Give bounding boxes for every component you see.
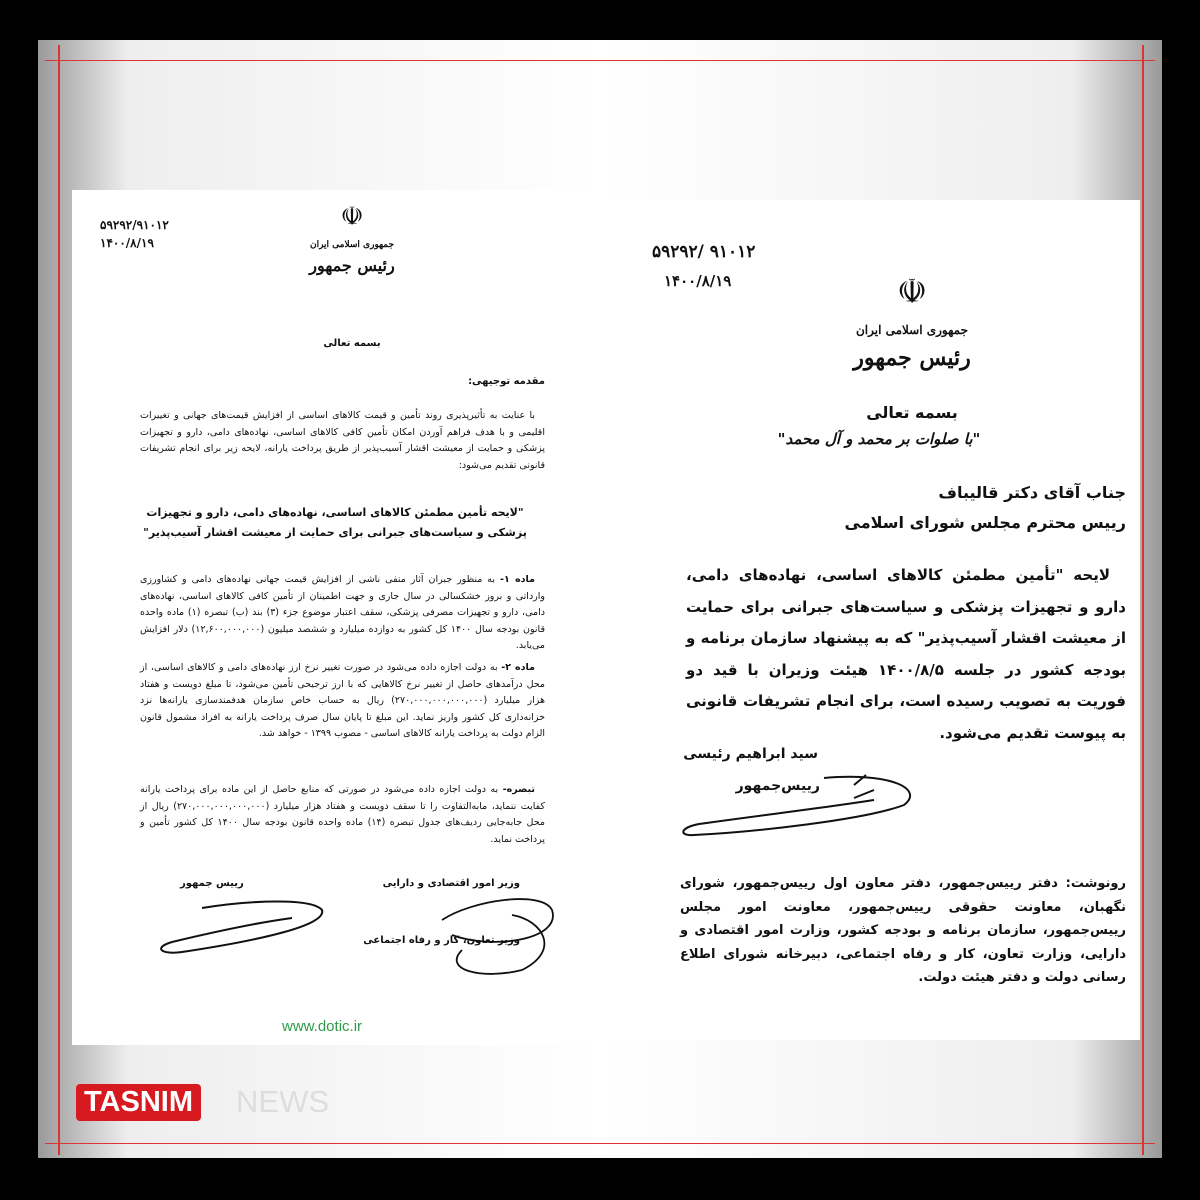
signer-labor-minister: وزیر تعاون، کار و رفاه اجتماعی — [363, 935, 520, 946]
emblem-icon: ☫ — [896, 272, 928, 312]
red-border-line — [58, 45, 60, 1155]
reference-number: ۵۹۲۹۲/۹۱۰۱۲ — [100, 218, 169, 232]
intro-text: با عنایت به تأثیرپذیری روند تأمین و قیمت کالاهای اساسی از افزایش قیمت‌های جهانی و تغییرات اقلیمی و با هدف فراهم آوردن امکان تأمین کافی کالاهای اساسی، نهاده‌های دامی، دارو و تجهیزات پزشکی و حمایت از معیشت اقشار آسیب‌پذیر از طریق پرداخت یارانه، لایحه زیر برای انجام تشریفات قانونی تقدیم می‌شود: — [140, 410, 545, 471]
tasnim-logo: TASNIM — [76, 1084, 201, 1121]
bill-title: "لایحه تأمین مطمئن کالاهای اساسی، نهاده‌های دامی، دارو و تجهیزات پزشکی و سیاست‌های جبرانی برای حمایت از معیشت اقشار آسیب‌پذیر" — [143, 506, 527, 539]
article-note — [140, 782, 545, 848]
article-1 — [140, 572, 545, 655]
article-1-label: ماده ۱- — [500, 574, 536, 585]
intro-heading: مقدمه توجیهی: — [468, 376, 545, 387]
article-2-label: ماده ۲- — [501, 662, 535, 673]
red-border-line — [45, 1143, 1155, 1144]
article-1-text: به منظور جبران آثار منفی ناشی از افزایش قیمت جهانی نهاده‌های دامی و کشاورزی وارداتی و بروز خشکسالی در سال جاری و جهت اطمینان از تأمین کافی کالاهای اساسی، نهاده‌های دامی، دارو و تجهیزات مصرفی پزشکی، سقف اعتبار موضوع جزء (۳) بند (ب) تبصره (۱) ماده واحده قانون بودجه سال ۱۴۰۰ کل کشور به دوازده میلیارد و ششصد میلیون (۱۲,۶۰۰,۰۰۰,۰۰۰) دلار افزایش می‌یابد. — [140, 574, 545, 651]
addressee-title: رییس محترم مجلس شورای اسلامی — [844, 513, 1126, 532]
reference-number: ۵۹۲۹۲/ ۹۱۰۱۲ — [652, 242, 756, 262]
signer-name: سید ابراهیم رئیسی — [683, 746, 818, 762]
reference-date: ۱۴۰۰/۸/۱۹ — [100, 236, 154, 250]
letter-body: لایحه "تأمین مطمئن کالاهای اساسی، نهاده‌های دامی، دارو و تجهیزات پزشکی و سیاست‌های جبرانی برای حمایت از معیشت اقشار آسیب‌پذیر" که به پیشنهاد سازمان برنامه و بودجه کشور در جلسه ۱۴۰۰/۸/۵ هیئت وزیران با قید دو فوریت به تصویب رسیده است، برای انجام تشریفات قانونی به پیوست تقدیم می‌شود. — [686, 566, 1127, 742]
reference-date: ۱۴۰۰/۸/۱۹ — [664, 272, 732, 290]
website-text: www.dotic.ir — [282, 1018, 363, 1035]
bismillah: بسمه تعالی — [866, 403, 958, 422]
emblem-line2: رئیس جمهور — [309, 256, 395, 275]
signature-icon — [142, 880, 622, 990]
article-2 — [140, 660, 545, 743]
cc-label: رونوشت: — [1065, 876, 1126, 891]
emblem-icon: ☫ — [340, 202, 364, 232]
red-border-line — [45, 60, 1155, 61]
website-link[interactable] — [282, 1018, 362, 1035]
emblem-line1: جمهوری اسلامی ایران — [309, 240, 395, 250]
bismillah: بسمه تعالی — [323, 338, 381, 349]
article-2-text: به دولت اجازه داده می‌شود در صورت تغییر نرخ ارز نهاده‌های دامی و کالاهای اساسی، از محل درآمدهای حاصل از تغییر نرخ کالاهایی که با ارز ترجیحی تأمین می‌شود، تا مبلغ دویست و هفتاد هزار میلیارد (۲۷۰,۰۰۰,۰۰۰,۰۰۰,۰۰۰) ریال به حساب خاص سازمان هدفمندسازی یارانه‌ها نزد خزانه‌داری کل کشور واریز نماید. این مبلغ تا پایان سال صرف پرداخت یارانه به افراد مشمول قانون الزام دولت به پرداخت یارانه کالاهای اساسی - مصوب ۱۳۹۹ - خواهد شد. — [140, 662, 545, 739]
signer-title: رییس‌جمهور — [735, 778, 820, 794]
emblem-line2: رئیس جمهور — [853, 345, 971, 371]
note-text: به دولت اجازه داده می‌شود در صورتی که منابع حاصل از این ماده برای پرداخت یارانه کفایت ننماید، مابه‌التفاوت را تا سقف دویست و هفتاد هزار میلیارد (۲۷۰,۰۰۰,۰۰۰,۰۰۰,۰۰۰) ریال از محل جابه‌جایی ردیف‌های جدول تبصره (۱۴) ماده واحده قانون بودجه سال ۱۴۰۰ کل کشور تأمین و پرداخت نماید. — [140, 784, 545, 845]
salawat: "با صلوات بر محمد و آل محمد" — [777, 430, 981, 448]
cover-letter — [604, 200, 1140, 1040]
red-border-line — [1142, 45, 1144, 1155]
note-label: تبصره- — [502, 784, 535, 795]
cc-recipients: دفتر رییس‌جمهور، دفتر معاون اول رییس‌جمهور، شورای نگهبان، معاونت حقوقی رییس‌جمهور، معاونت امور مجلس رییس‌جمهور، سازمان برنامه و بودجه کشور، وزارت امور اقتصادی و دارایی، وزارت تعاون، کار و رفاه اجتماعی، دبیرخانه شورای اطلاع رسانی دولت و دفتر هیئت دولت. — [680, 876, 1126, 985]
signer-econ-minister: وزیر امور اقتصادی و دارایی — [382, 878, 520, 889]
bill-document — [72, 190, 600, 1045]
news-logo-text: NEWS — [236, 1084, 329, 1119]
signature-icon — [674, 760, 924, 850]
signer-president: رییس جمهور — [180, 878, 244, 889]
addressee: جناب آقای دکتر قالیباف — [938, 483, 1126, 502]
carbon-copy — [680, 872, 1126, 990]
emblem-line1: جمهوری اسلامی ایران — [855, 323, 969, 337]
